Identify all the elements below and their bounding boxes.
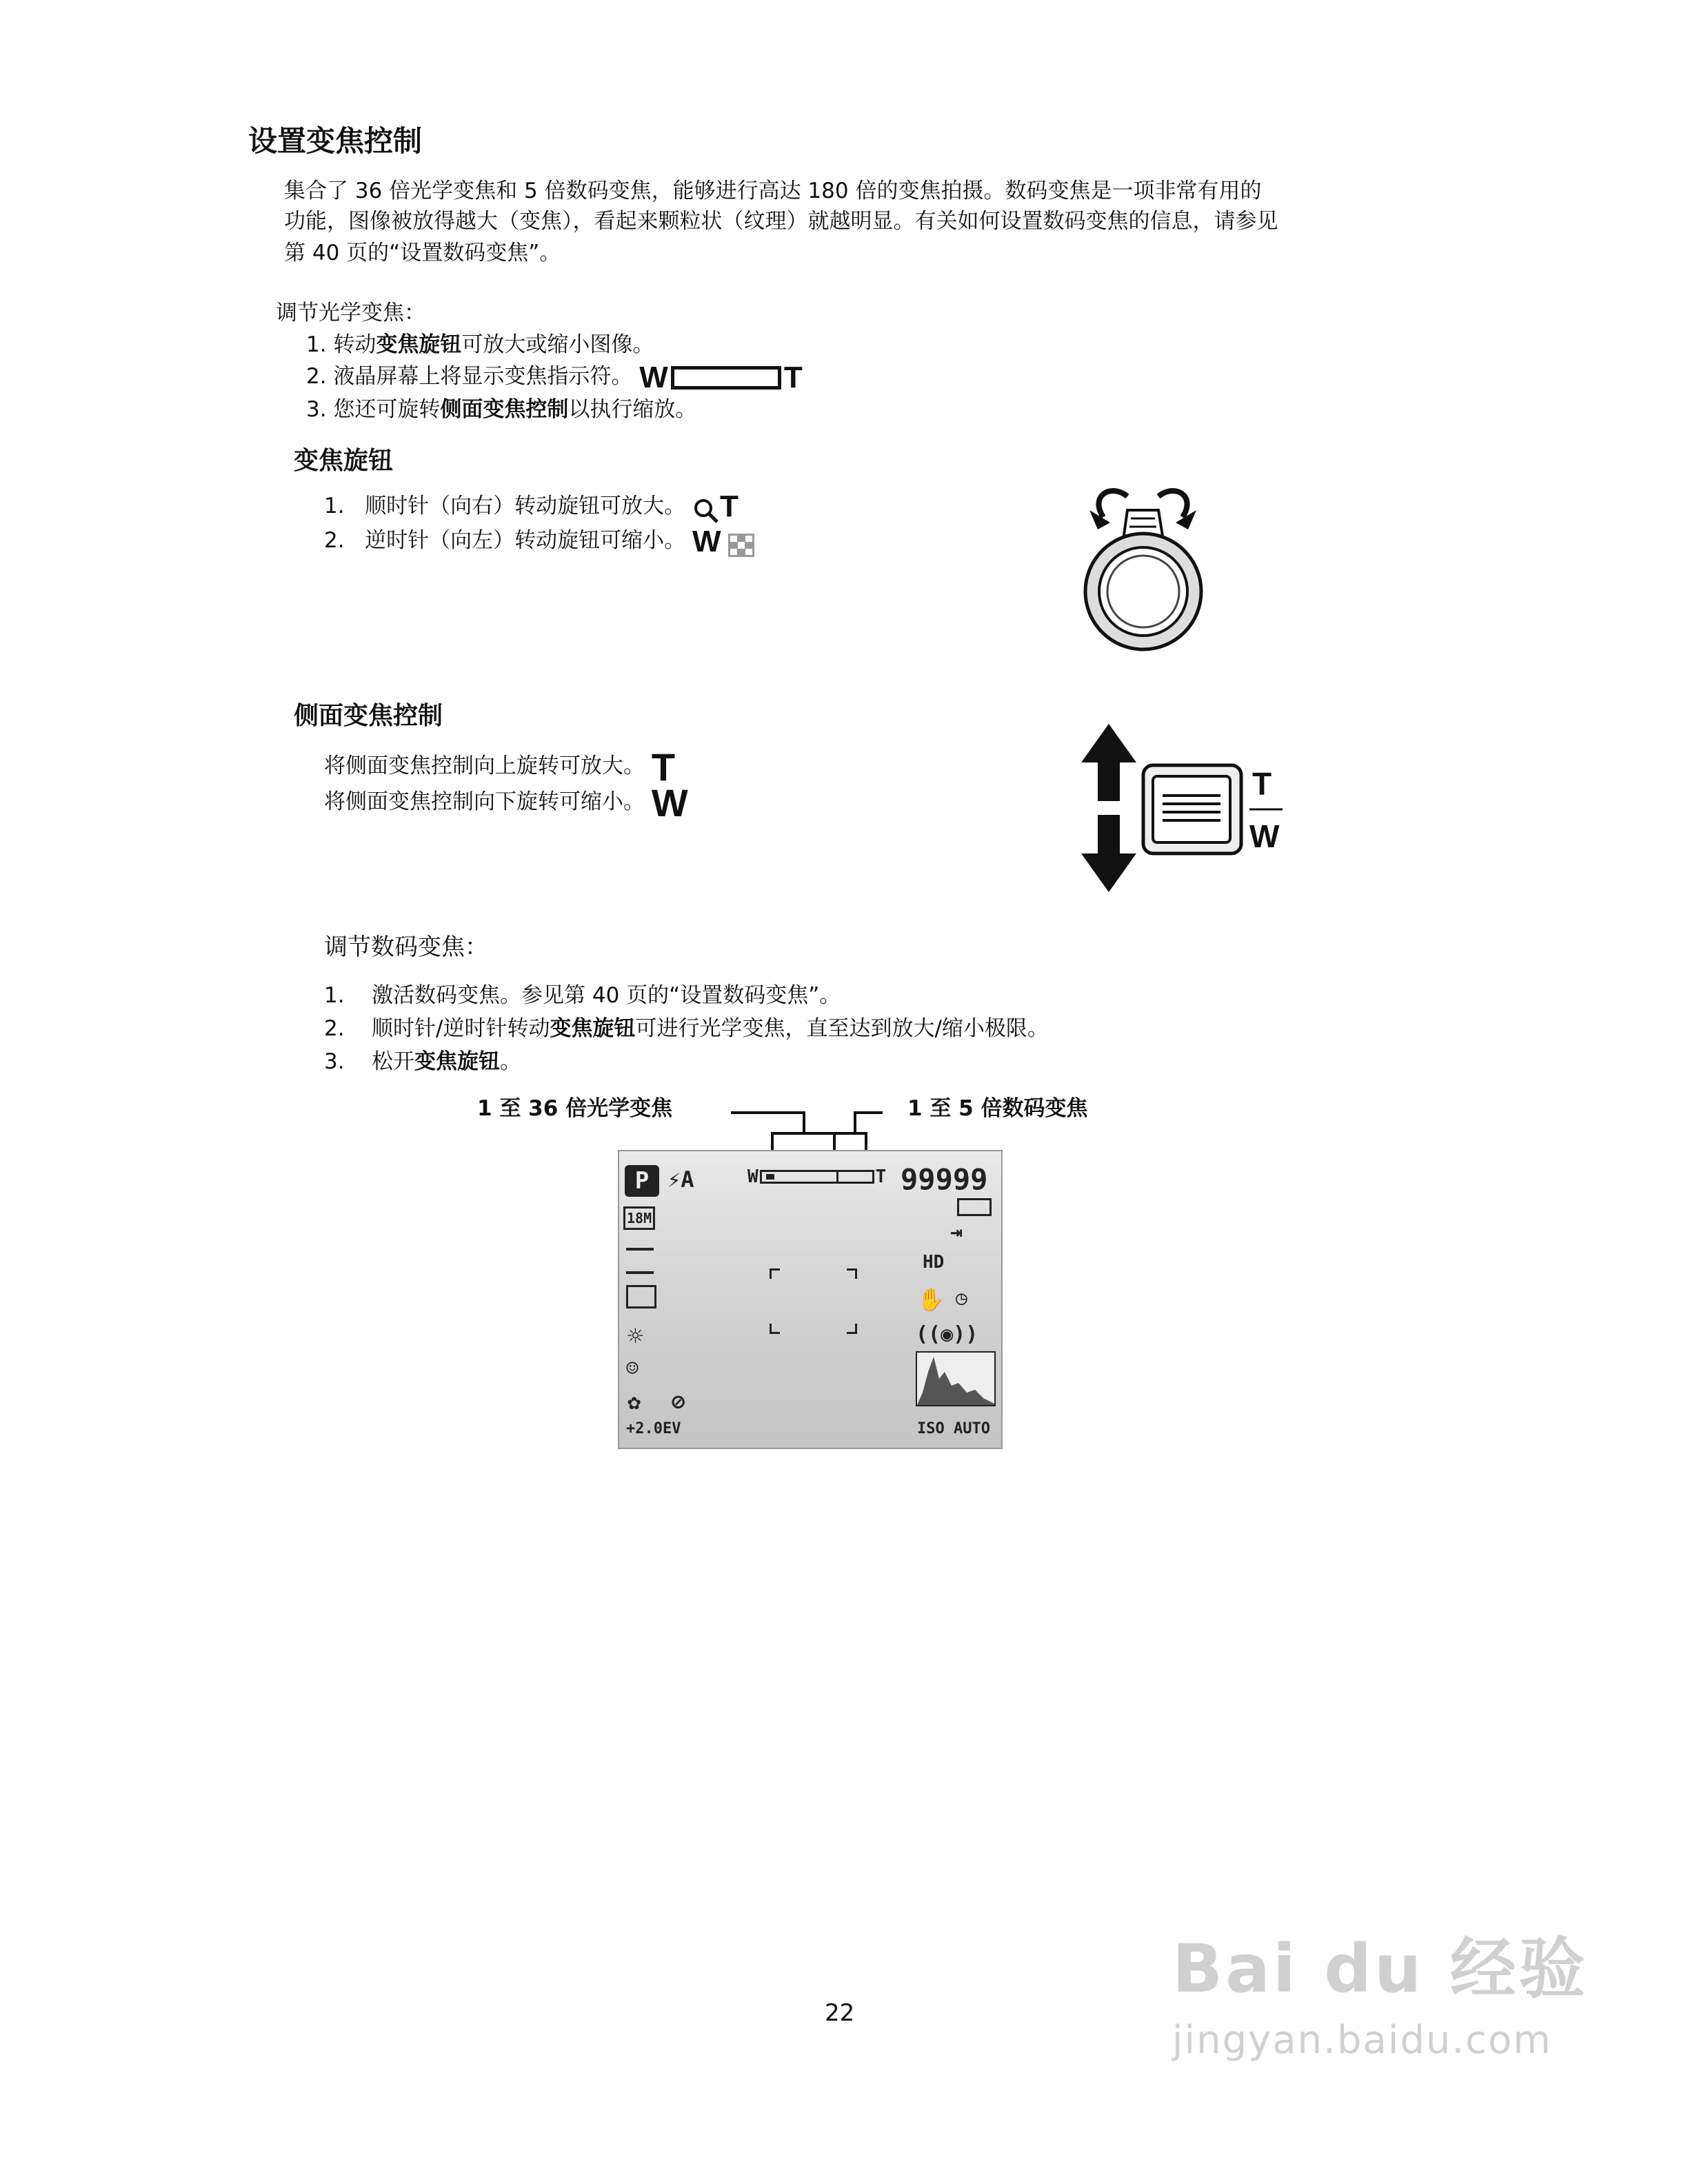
motion-icon: ((◉)): [916, 1322, 978, 1346]
zoom-indicator-icon: W T: [639, 360, 803, 394]
timer-icon: ◷: [956, 1286, 967, 1309]
side-zoom-illustration: [1076, 724, 1296, 896]
focus-corner-bl: [770, 1324, 780, 1334]
smile-off-icon: ⊘: [672, 1388, 685, 1415]
label-digital-zoom: 1 至 5 倍数码变焦: [907, 1096, 1088, 1121]
lcd-screen: [618, 1150, 1003, 1449]
flash-auto-icon: ⚡A: [667, 1166, 694, 1193]
watermark: [1172, 1917, 1588, 2063]
optical-heading: 调节光学变焦：: [276, 301, 425, 325]
histogram-icon: [916, 1351, 996, 1406]
quality-icon: [626, 1248, 654, 1274]
side-zoom-down: 将侧面变焦控制向下旋转可缩小。 W: [324, 781, 688, 825]
t-icon: T: [651, 745, 676, 789]
optical-step-2: 2. 液晶屏幕上将显示变焦指示符。 W T: [306, 360, 803, 394]
lever-t-label: T: [1252, 766, 1272, 802]
shots-remaining: 99999: [901, 1162, 988, 1196]
magnify-t-icon: T: [692, 497, 738, 522]
zoom-bar-icon: W T: [747, 1166, 887, 1187]
focus-corner-br: [847, 1324, 857, 1334]
page-title: 设置变焦控制: [248, 124, 423, 158]
watermark-brand: Bai du 经验: [1172, 1930, 1588, 2008]
intro-line-2: 功能，图像被放得越大（变焦），看起来颗粒状（纹理）就越明显。有关如何设置数码变焦的信息，请参见: [284, 209, 1278, 234]
focus-corner-tl: [770, 1268, 780, 1279]
page-number: 22: [825, 1999, 855, 2027]
optical-step-3: 3. 您还可旋转侧面变焦控制以执行缩放。: [306, 397, 697, 422]
hd-icon: HD: [923, 1252, 945, 1273]
label-optical-zoom: 1 至 36 倍光学变焦: [477, 1096, 673, 1121]
watermark-url: jingyan.baidu.com: [1172, 2018, 1552, 2063]
program-mode-icon: P: [625, 1165, 659, 1197]
optical-step-1: 1. 转动变焦旋钮可放大或缩小图像。: [306, 332, 654, 357]
macro-icon: ✿: [627, 1388, 641, 1415]
focus-corner-tr: [847, 1268, 857, 1279]
battery-icon: [957, 1198, 992, 1216]
iso-readout: ISO AUTO: [917, 1420, 990, 1437]
zoom-dial-item-1: 1. 顺时针（向右）转动旋钮可放大。 T: [324, 489, 738, 524]
zoom-dial-heading: 变焦旋钮: [294, 447, 394, 475]
ev-readout: +2.0EV: [626, 1420, 681, 1437]
digital-step-2: 2. 顺时针/逆时针转动变焦旋钮可进行光学变焦，直至达到放大/缩小极限。: [324, 1016, 1049, 1041]
face-detect-icon: ☺: [626, 1357, 639, 1381]
lever-w-label: W: [1249, 818, 1280, 854]
side-zoom-heading: 侧面变焦控制: [294, 702, 443, 730]
digital-step-1: 1. 激活数码变焦。参见第 40 页的“设置数码变焦”。: [324, 983, 841, 1008]
w-icon: W: [651, 781, 688, 825]
digital-heading: 调节数码变焦：: [324, 933, 488, 961]
stabilizer-icon: ✋: [917, 1286, 945, 1313]
white-balance-icon: ☼: [627, 1321, 643, 1351]
w-grid-icon: W: [692, 532, 755, 557]
intro-line-3: 第 40 页的“设置数码变焦”。: [284, 241, 561, 265]
storage-icon: ⇥: [950, 1220, 963, 1244]
resolution-icon: 18M: [623, 1206, 655, 1230]
zoom-dial-illustration: [1062, 469, 1227, 655]
zoom-dial-item-2: 2. 逆时针（向左）转动旋钮可缩小。 W: [324, 523, 755, 559]
digital-step-3: 3. 松开变焦旋钮。: [324, 1049, 521, 1074]
metering-icon: [626, 1285, 656, 1308]
intro-line-1: 集合了 36 倍光学变焦和 5 倍数码变焦，能够进行高达 180 倍的变焦拍摄。数码变焦是一项非常有用的: [284, 179, 1262, 203]
side-zoom-up: 将侧面变焦控制向上旋转可放大。 T: [324, 745, 676, 789]
